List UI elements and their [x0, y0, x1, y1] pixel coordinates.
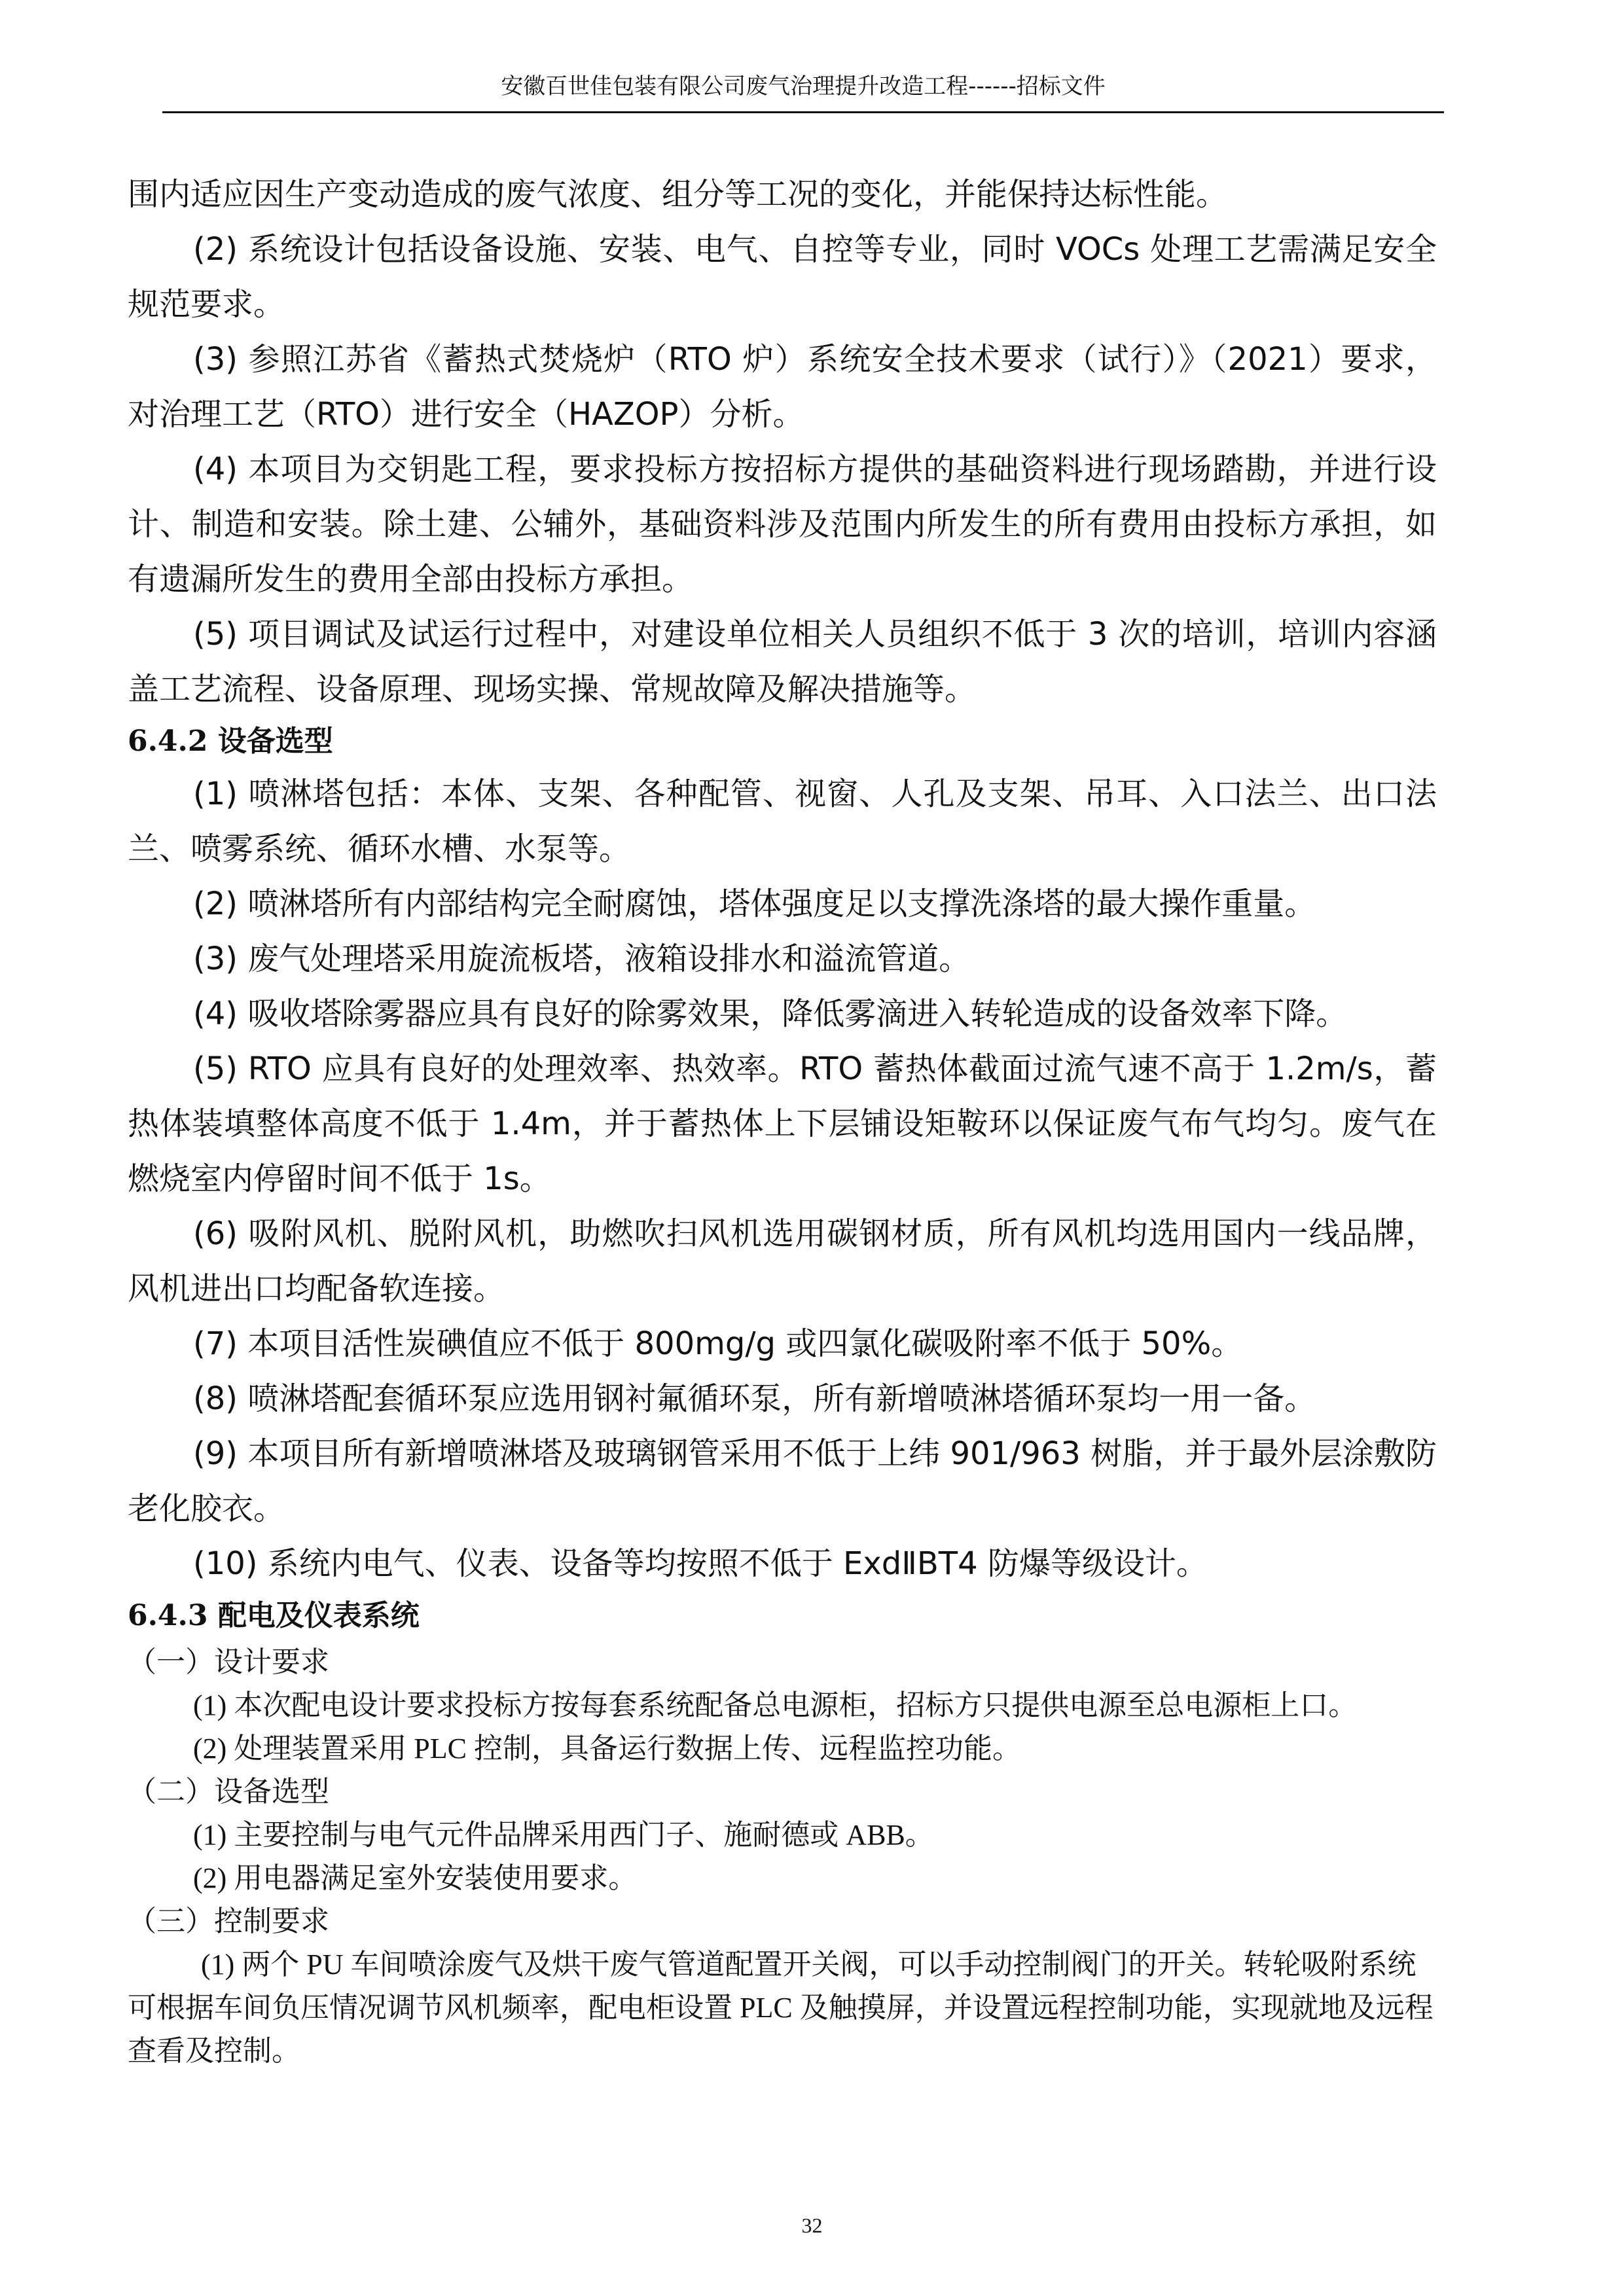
subsection-title-control: （三）控制要求 [128, 1905, 329, 1937]
equipment-item: (8) 喷淋塔配套循环泵应选用钢衬氟循环泵，所有新增喷淋塔循环泵均一用一备。 [193, 1380, 1316, 1417]
equipment-item: (5) RTO 应具有良好的处理效率、热效率。RTO 蓄热体截面过流气速不高于 1.2m/s，蓄热体装填整体高度不低于 1.4m，并于蓄热体上下层铺设矩鞍环以保证废气布气均匀。废气在燃烧室内停留时间不低于 1s。 [128, 1050, 1437, 1197]
design-item: (2) 处理装置采用 PLC 控制，具备运行数据上传、远程监控功能。 [193, 1732, 1021, 1765]
requirement-item: (3) 参照江苏省《蓄热式焚烧炉（RTO 炉）系统安全技术要求（试行）》（2021）要求，对治理工艺（RTO）进行安全（HAZOP）分析。 [128, 341, 1437, 433]
equipment-item: (2) 喷淋塔所有内部结构完全耐腐蚀，塔体强度足以支撑洗涤塔的最大操作重量。 [193, 886, 1316, 922]
subsection-title-equipment: （二）设备选型 [128, 1776, 329, 1808]
equipment-item: (6) 吸附风机、脱附风机，助燃吹扫风机选用碳钢材质，所有风机均选用国内一线品牌，风机进出口均配备软连接。 [128, 1215, 1437, 1307]
document-body [128, 167, 1437, 2073]
section-heading-6-4-3 [128, 1591, 1437, 1641]
equipment-item: (1) 喷淋塔包括：本体、支架、各种配管、视窗、人孔及支架、吊耳、入口法兰、出口法兰、喷雾系统、循环水槽、水泵等。 [128, 776, 1437, 867]
requirement-item: (5) 项目调试及试运行过程中，对建设单位相关人员组织不低于 3 次的培训，培训内容涵盖工艺流程、设备原理、现场实操、常规故障及解决措施等。 [128, 616, 1437, 708]
equipment-item: (9) 本项目所有新增喷淋塔及玻璃钢管采用不低于上纬 901/963 树脂，并于最外层涂敷防老化胶衣。 [128, 1435, 1437, 1527]
intro-continuation: 围内适应因生产变动造成的废气浓度、组分等工况的变化，并能保持达标性能。 [128, 176, 1228, 213]
header-rule [162, 111, 1444, 113]
requirement-item: (4) 本项目为交钥匙工程，要求投标方按招标方提供的基础资料进行现场踏勘，并进行设计、制造和安装。除土建、公辅外，基础资料涉及范围内所发生的所有费用由投标方承担，如有遗漏所发生的费用全部由投标方承担。 [128, 451, 1437, 598]
section-title: 配电及仪表系统 [217, 1599, 420, 1632]
equipment-item: (7) 本项目活性炭碘值应不低于 800mg/g 或四氯化碳吸附率不低于 50%。 [193, 1325, 1243, 1362]
equipment-brand-item: (2) 用电器满足室外安装使用要求。 [193, 1862, 638, 1894]
subsection-title-design: （一）设计要求 [128, 1646, 329, 1678]
requirement-item: (2) 系统设计包括设备设施、安装、电气、自控等专业，同时 VOCs 处理工艺需满足安全规范要求。 [128, 231, 1437, 323]
equipment-brand-item: (1) 主要控制与电气元件品牌采用西门子、施耐德或 ABB。 [193, 1819, 934, 1851]
section-heading-6-4-2: 6.4.2 设备选型 [128, 725, 333, 758]
equipment-item: (4) 吸收塔除雾器应具有良好的除雾效果，降低雾滴进入转轮造成的设备效率下降。 [193, 996, 1348, 1032]
equipment-item: (3) 废气处理塔采用旋流板塔，液箱设排水和溢流管道。 [193, 941, 971, 977]
control-item: (1) 两个 PU 车间喷涂废气及烘干废气管道配置开关阀，可以手动控制阀门的开关。转轮吸附系统可根据车间负压情况调节风机频率，配电柜设置 PLC 及触摸屏，并设置远程控制功能，实现就地及远程查看及控制。 [128, 1948, 1434, 2067]
page-number: 32 [801, 2214, 823, 2237]
design-item: (1) 本次配电设计要求投标方按每套系统配备总电源柜，招标方只提供电源至总电源柜上口。 [193, 1689, 1358, 1721]
page-header-title: 安徽百世佳包装有限公司废气治理提升改造工程------招标文件 [501, 73, 1106, 99]
section-number: 6.4.3 [128, 1599, 208, 1632]
equipment-item: (10) 系统内电气、仪表、设备等均按照不低于 ExdⅡBT4 防爆等级设计。 [193, 1545, 1208, 1582]
